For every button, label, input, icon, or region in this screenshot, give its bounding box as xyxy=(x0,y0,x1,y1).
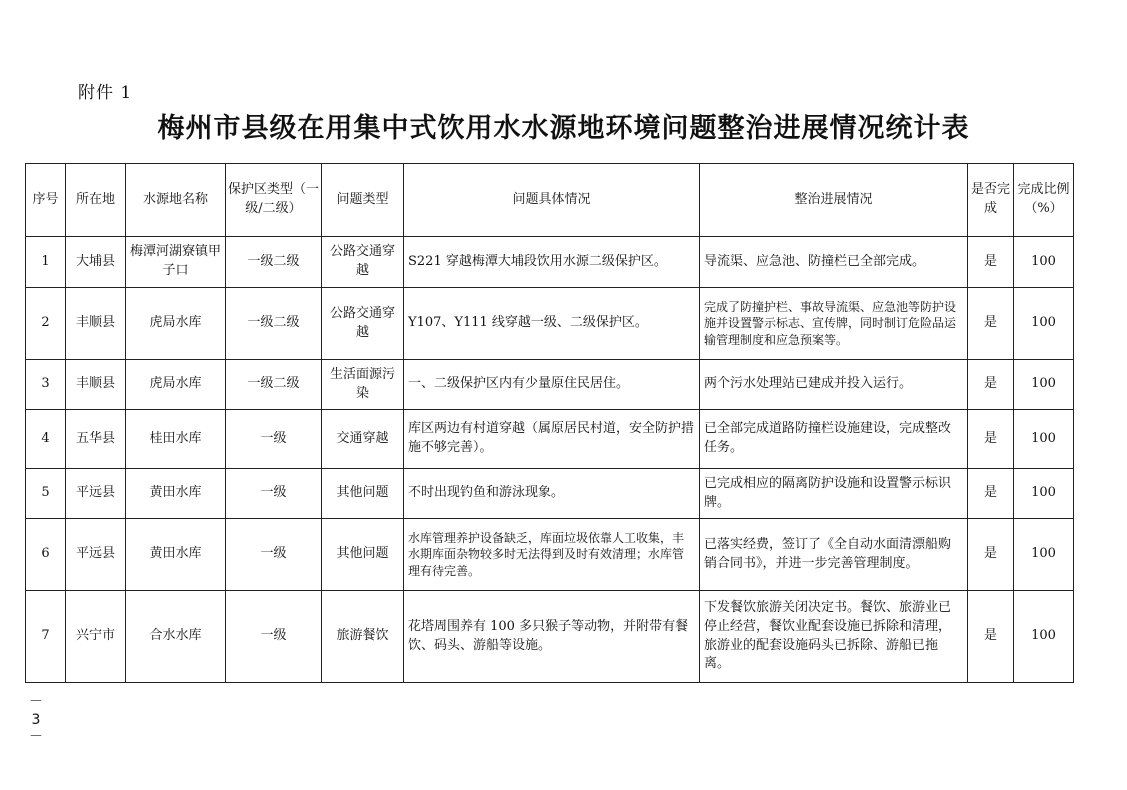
table-row xyxy=(26,469,1074,519)
cell-type: 公路交通穿越 xyxy=(322,237,404,288)
cell-type: 公路交通穿越 xyxy=(322,288,404,360)
cell-done: 是 xyxy=(968,469,1014,519)
cell-location: 兴宁市 xyxy=(66,591,126,683)
cell-no: 7 xyxy=(26,591,66,683)
cell-source: 虎局水库 xyxy=(126,360,226,410)
cell-source: 梅潭河湖寮镇甲子口 xyxy=(126,237,226,288)
cell-type: 旅游餐饮 xyxy=(322,591,404,683)
header-detail: 问题具体情况 xyxy=(404,164,700,237)
cell-zone: 一级 xyxy=(226,469,322,519)
cell-no: 5 xyxy=(26,469,66,519)
cell-type: 其他问题 xyxy=(322,469,404,519)
progress-table xyxy=(25,163,1074,683)
cell-location: 平远县 xyxy=(66,519,126,591)
cell-detail: 不时出现钓鱼和游泳现象。 xyxy=(404,469,700,519)
table-row xyxy=(26,237,1074,288)
cell-no: 1 xyxy=(26,237,66,288)
cell-detail: S221 穿越梅潭大埔段饮用水源二级保护区。 xyxy=(404,237,700,288)
cell-location: 丰顺县 xyxy=(66,360,126,410)
cell-no: 4 xyxy=(26,410,66,469)
cell-zone: 一级二级 xyxy=(226,360,322,410)
table-row xyxy=(26,288,1074,360)
cell-zone: 一级二级 xyxy=(226,288,322,360)
cell-source: 合水水库 xyxy=(126,591,226,683)
header-location: 所在地 xyxy=(66,164,126,237)
table-row xyxy=(26,360,1074,410)
cell-detail: 库区两边有村道穿越（属原居民村道，安全防护措施不够完善）。 xyxy=(404,410,700,469)
document-title: 梅州市县级在用集中式饮用水水源地环境问题整治进展情况统计表 xyxy=(157,113,970,144)
cell-progress: 完成了防撞护栏、事故导流渠、应急池等防护设施并设置警示标志、宣传牌，同时制订危险品运输管理制度和应急预案等。 xyxy=(700,288,968,360)
cell-zone: 一级 xyxy=(226,519,322,591)
cell-progress: 导流渠、应急池、防撞栏已全部完成。 xyxy=(700,237,968,288)
cell-source: 黄田水库 xyxy=(126,519,226,591)
cell-progress: 已全部完成道路防撞栏设施建设，完成整改任务。 xyxy=(700,410,968,469)
cell-zone: 一级 xyxy=(226,410,322,469)
table-row xyxy=(26,410,1074,469)
cell-source: 虎局水库 xyxy=(126,288,226,360)
cell-location: 平远县 xyxy=(66,469,126,519)
cell-no: 2 xyxy=(26,288,66,360)
cell-type: 其他问题 xyxy=(322,519,404,591)
cell-detail: Y107、Y111 线穿越一级、二级保护区。 xyxy=(404,288,700,360)
header-no: 序号 xyxy=(26,164,66,237)
table-row xyxy=(26,591,1074,683)
cell-progress: 下发餐饮旅游关闭决定书。餐饮、旅游业已停止经营，餐饮业配套设施已拆除和清理，旅游业的配套设施码头已拆除、游船已拖离。 xyxy=(700,591,968,683)
cell-done: 是 xyxy=(968,410,1014,469)
cell-progress: 两个污水处理站已建成并投入运行。 xyxy=(700,360,968,410)
cell-done: 是 xyxy=(968,360,1014,410)
cell-progress: 已落实经费，签订了《全自动水面清漂船购销合同书》，并进一步完善管理制度。 xyxy=(700,519,968,591)
cell-ratio: 100 xyxy=(1014,360,1074,410)
cell-done: 是 xyxy=(968,237,1014,288)
header-done: 是否完成 xyxy=(968,164,1014,237)
cell-source: 黄田水库 xyxy=(126,469,226,519)
cell-detail: 花塔周围养有 100 多只猴子等动物，并附带有餐饮、码头、游船等设施。 xyxy=(404,591,700,683)
cell-detail: 一、二级保护区内有少量原住民居住。 xyxy=(404,360,700,410)
attachment-label: 附件 1 xyxy=(78,83,133,103)
cell-zone: 一级二级 xyxy=(226,237,322,288)
header-zone: 保护区类型（一级/二级） xyxy=(226,164,322,237)
cell-location: 丰顺县 xyxy=(66,288,126,360)
cell-location: 五华县 xyxy=(66,410,126,469)
table-row xyxy=(26,519,1074,591)
cell-ratio: 100 xyxy=(1014,237,1074,288)
cell-done: 是 xyxy=(968,591,1014,683)
cell-no: 3 xyxy=(26,360,66,410)
header-source: 水源地名称 xyxy=(126,164,226,237)
cell-no: 6 xyxy=(26,519,66,591)
cell-ratio: 100 xyxy=(1014,469,1074,519)
cell-zone: 一级 xyxy=(226,591,322,683)
cell-done: 是 xyxy=(968,519,1014,591)
cell-ratio: 100 xyxy=(1014,288,1074,360)
header-ratio: 完成比例（%） xyxy=(1014,164,1074,237)
cell-detail: 水库管理养护设备缺乏，库面垃圾依靠人工收集，丰水期库面杂物较多时无法得到及时有效清理；水库管理有待完善。 xyxy=(404,519,700,591)
cell-type: 交通穿越 xyxy=(322,410,404,469)
cell-done: 是 xyxy=(968,288,1014,360)
table-header-row xyxy=(26,164,1074,237)
cell-ratio: 100 xyxy=(1014,410,1074,469)
cell-ratio: 100 xyxy=(1014,519,1074,591)
cell-progress: 已完成相应的隔离防护设施和设置警示标识牌。 xyxy=(700,469,968,519)
cell-type: 生活面源污染 xyxy=(322,360,404,410)
cell-ratio: 100 xyxy=(1014,591,1074,683)
page-number: －3－ xyxy=(29,694,43,745)
cell-location: 大埔县 xyxy=(66,237,126,288)
header-type: 问题类型 xyxy=(322,164,404,237)
header-progress: 整治进展情况 xyxy=(700,164,968,237)
cell-source: 桂田水库 xyxy=(126,410,226,469)
